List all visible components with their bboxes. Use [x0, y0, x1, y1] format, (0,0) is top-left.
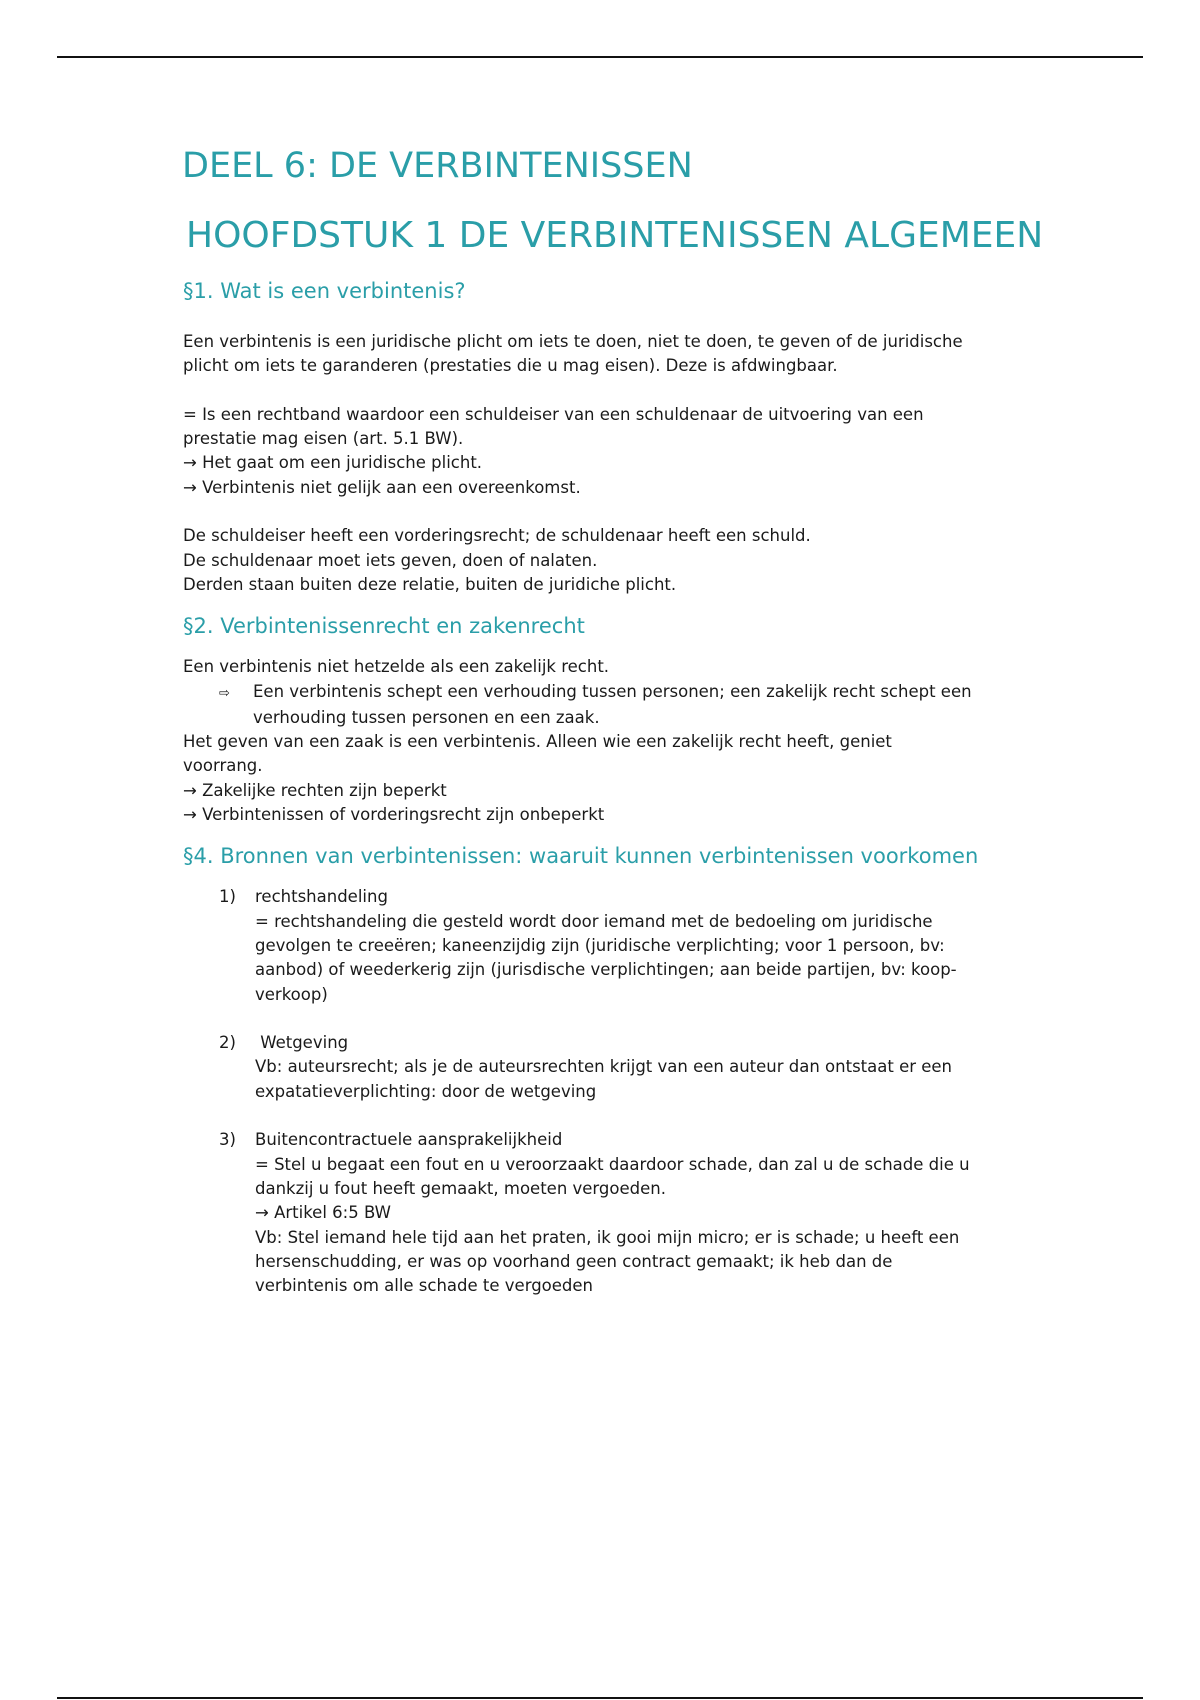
s2-line2-l1: Het geven van een zaak is een verbintenis. Alleen wie een zakelijk recht heeft, geniet [183, 732, 892, 752]
s1-p1-l2: plicht om iets te garanderen (prestaties die u mag eisen). Deze is afdwingbaar. [183, 356, 838, 376]
list-item: 3) Buitencontractuele aansprakelijkheid = Stel u begaat een fout en u veroorzaakt daardoor schade, dan zal u de schade die u dankzij u fout heeft gemaakt, moeten vergoeden. → Artikel 6:5 BW Vb: Stel iemand hele tijd aan het praten, ik gooi mijn micro; er is schade; u heeft een hersenschudding, er was op voorhand geen contract gemaakt; ik heb dan de verbintenis om alle schade te vergoeden [219, 1130, 970, 1296]
part-title: DEEL 6: DE VERBINTENISSEN [182, 146, 693, 186]
s2-line1: Een verbintenis niet hetzelde als een zakelijk recht. [183, 657, 610, 677]
sources-list [183, 885, 1063, 1298]
s1-p2-l3: → Het gaat om een juridische plicht. [183, 453, 483, 473]
s1-p2-l4: → Verbintenis niet gelijk aan een overeenkomst. [183, 477, 581, 497]
document-page [183, 140, 1063, 1323]
arrow-icon: ⇨ [219, 685, 230, 701]
list-item: 2) Wetgeving Vb: auteursrecht; als je de auteursrechten krijgt van een auteur dan ontstaat er een expatatieverplichting: door de wetgeving [219, 1033, 953, 1101]
s2-bullet1: → Zakelijke rechten zijn beperkt [183, 780, 447, 800]
s2-line2-l2: voorrang. [183, 756, 263, 776]
s1-p1-l1: Een verbintenis is een juridische plicht om iets te doen, niet te doen, te geven of de juridische [183, 332, 963, 351]
s1-p3-l2: De schuldenaar moet iets geven, doen of nalaten. [183, 550, 598, 570]
s1-p2-l2: prestatie mag eisen (art. 5.1 BW). [183, 429, 464, 449]
s1-p3-l1: De schuldeiser heeft een vorderingsrecht; de schuldenaar heeft een schuld. [183, 526, 811, 546]
section1-title: §1. Wat is een verbintenis? [183, 279, 466, 303]
s2-arrow-item: ⇨ Een verbintenis schept een verhouding tussen personen; een zakelijk recht schept een verhouding tussen personen en een zaak. [219, 681, 972, 727]
section4-title: §4. Bronnen van verbintenissen: waaruit kunnen verbintenissen voorkomen [183, 844, 979, 869]
section1-body [183, 330, 1063, 597]
chapter-title: HOOFDSTUK 1 DE VERBINTENISSEN ALGEMEEN [186, 215, 1044, 256]
bottom-rule [57, 1697, 1143, 1699]
section2-body [183, 655, 1063, 827]
list-item: 1) rechtshandeling = rechtshandeling die gesteld wordt door iemand met de bedoeling om juridische gevolgen te creeëren; kaneenzijdig zijn (juridische verplichting; voor 1 persoon, bv: aanbod) of weederkerig zijn (jurisdische verplichtingen; aan beide partijen, bv: koop- verkoop) [219, 887, 957, 1004]
s1-p3-l3: Derden staan buiten deze relatie, buiten de juridiche plicht. [183, 574, 677, 594]
top-rule [57, 56, 1143, 58]
section2-title: §2. Verbintenissenrecht en zakenrecht [183, 614, 585, 639]
s1-p2-l1: = Is een rechtband waardoor een schuldeiser van een schuldenaar de uitvoering van een [183, 404, 924, 424]
section4-body [183, 885, 1063, 1298]
s2-bullet2: → Verbintenissen of vorderingsrecht zijn onbeperkt [183, 805, 605, 825]
